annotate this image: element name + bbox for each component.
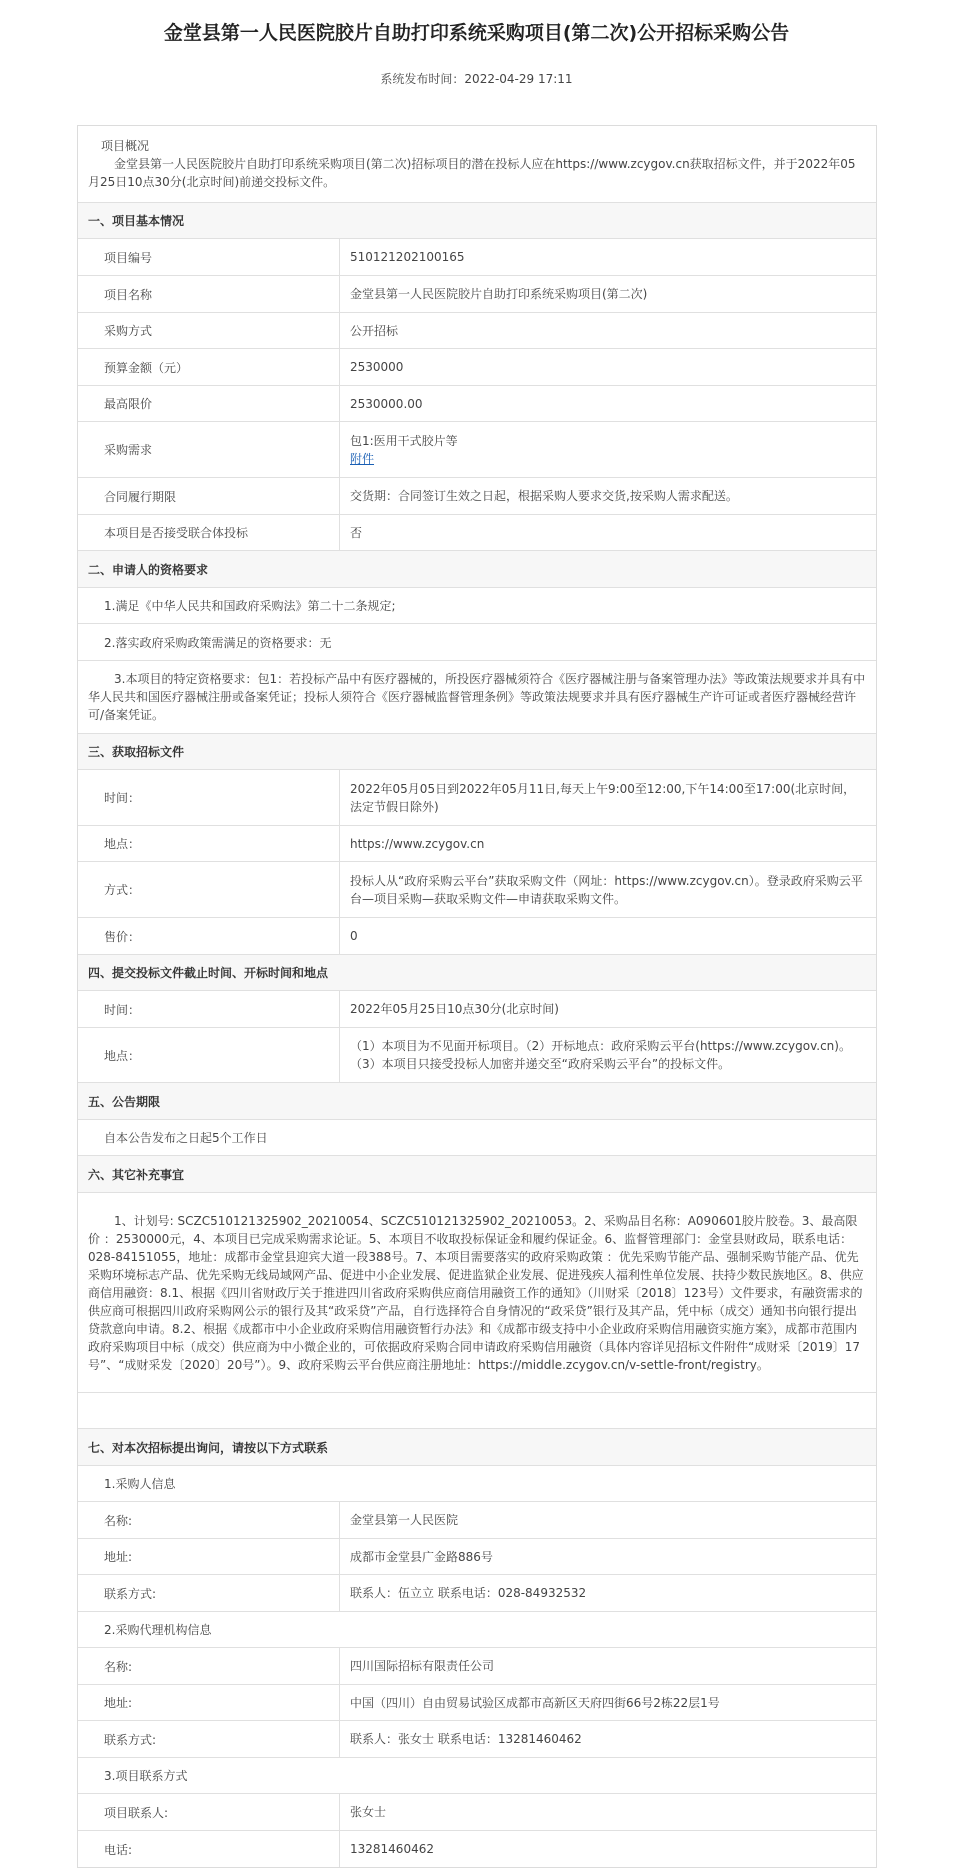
announcement-table [77, 125, 877, 1868]
table-row: 名称: 四川国际招标有限责任公司 [78, 1648, 876, 1685]
table-row: 本项目是否接受联合体投标 否 [78, 515, 876, 551]
table-row: 地址: 中国（四川）自由贸易试验区成都市高新区天府四街66号2栋22层1号 [78, 1685, 876, 1721]
table-row: 方式： 投标人从“政府采购云平台”获取采购文件（网址：https://www.zcygov.cn）。登录政府采购云平台—项目采购—获取采购文件—申请获取采购文件。 [78, 862, 876, 918]
section-heading: 三、获取招标文件 [78, 734, 876, 770]
section-heading: 二、申请人的资格要求 [78, 551, 876, 588]
table-row: 联系方式: 联系人：张女士 联系电话：13281460462 [78, 1721, 876, 1758]
table-row: 时间： 2022年05月05日到2022年05月11日,每天上午9:00至12:00,下午14:00至17:00(北京时间，法定节假日除外) [78, 770, 876, 826]
table-row: 项目联系人: 张女士 [78, 1794, 876, 1831]
table-row: 时间： 2022年05月25日10点30分(北京时间) [78, 991, 876, 1028]
table-row: 项目名称 金堂县第一人民医院胶片自助打印系统采购项目(第二次) [78, 276, 876, 313]
publish-time: 系统发布时间：2022-04-29 17:11 [380, 72, 573, 86]
section-heading: 七、对本次招标提出询问，请按以下方式联系 [78, 1429, 876, 1466]
sub-heading: 2.采购代理机构信息 [78, 1612, 876, 1648]
list-item: 自本公告发布之日起5个工作日 [78, 1120, 876, 1156]
section-heading: 四、提交投标文件截止时间、开标时间和地点 [78, 955, 876, 991]
table-row: 地点： https://www.zcygov.cn [78, 826, 876, 862]
sub-heading: 1.采购人信息 [78, 1466, 876, 1502]
empty-row [78, 1393, 876, 1429]
table-row: 地点： （1）本项目为不见面开标项目。（2）开标地点：政府采购云平台(https://www.zcygov.cn)。（3）本项目只接受投标人加密并递交至“政府采购云平台”的投标文件。 [78, 1028, 876, 1083]
section-heading: 五、公告期限 [78, 1083, 876, 1120]
table-row: 电话: 13281460462 [78, 1831, 876, 1867]
section-heading: 六、其它补充事宜 [78, 1156, 876, 1193]
page-title: 金堂县第一人民医院胶片自助打印系统采购项目(第二次)公开招标采购公告 [163, 22, 790, 44]
table-row: 采购需求 包1:医用干式胶片等 附件 [78, 422, 876, 478]
section-heading: 一、项目基本情况 [78, 203, 876, 239]
overview-text: 金堂县第一人民医院胶片自助打印系统采购项目(第二次)招标项目的潜在投标人应在https://www.zcygov.cn获取招标文件，并于2022年05月25日10点30分(北京时间)前递交投标文件。 [88, 157, 856, 189]
overview-heading: 项目概况 [101, 139, 150, 153]
table-row: 预算金额（元） 2530000 [78, 349, 876, 386]
overview-row [78, 126, 876, 203]
table-row: 合同履行期限 交货期：合同签订生效之日起，根据采购人要求交货,按采购人需求配送。 [78, 478, 876, 515]
list-item: 2.落实政府采购政策需满足的资格要求：无 [78, 624, 876, 661]
table-row: 售价： 0 [78, 918, 876, 955]
attachment-link[interactable]: 附件 [350, 451, 375, 466]
table-row: 采购方式 公开招标 [78, 313, 876, 349]
table-row: 项目编号 510121202100165 [78, 239, 876, 276]
sub-heading: 3.项目联系方式 [78, 1758, 876, 1794]
table-row: 联系方式: 联系人：伍立立 联系电话：028-84932532 [78, 1575, 876, 1612]
list-item: 1.满足《中华人民共和国政府采购法》第二十二条规定; [78, 588, 876, 624]
list-item: 1、计划号: SCZC510121325902_20210054、SCZC510121325902_20210053。2、采购品目名称：A090601胶片胶卷。3、最高限价 ：2530000元，4、本项目已完成采购需求论证。5、本项目不收取投标保证金和履约保证金。6、监督管理部门：金堂县财政局，联系电话：028-84151055，地址：成都市金堂县迎宾大道一段388号。7、本项目需要落实的政府采购政策 ：优先采购节能产品、强制采购节能产品、优先采购环境标志产品、优先采购无线局域网产品、促进中小企业发展、促进监狱企业发展、促进残疾人福利性单位发展、扶持少数民族地区。8、供应商信用融资：8.1、根据《四川省财政厅关于推进四川省政府采购供应商信用融资工作的通知》（川财采〔2018〕123号）文件要求，有融资需求的供应商可根据四川政府采购网公示的银行及其“政采贷”产品，自行选择符合自身情况的“政采贷”银行及其产品，凭中标（成交）通知书向银行提出贷款意向申请。8.2、根据《成都市中小企业政府采购信用融资暂行办法》和《成都市级支持中小企业政府采购信用融资实施方案》，成都市范围内政府采购项目中标（成交）供应商为中小微企业的，可依据政府采购合同申请政府采购信用融资（具体内容详见招标文件附件“成财采〔2019〕17号”、“成财采发〔2020〕20号”）。9、政府采购云平台供应商注册地址：https://middle.zcygov.cn/v-settle-front/registry。 [78, 1193, 876, 1393]
list-item: 3.本项目的特定资格要求：包1：若投标产品中有医疗器械的，所投医疗器械须符合《医疗器械注册与备案管理办法》等政策法规要求并具有中华人民共和国医疗器械注册或备案凭证；投标人须符合《医疗器械监督管理条例》等政策法规要求并具有医疗器械生产许可证或者医疗器械经营许可/备案凭证。 [78, 661, 876, 734]
table-row: 最高限价 2530000.00 [78, 386, 876, 422]
table-row: 地址: 成都市金堂县广金路886号 [78, 1539, 876, 1575]
table-row: 名称: 金堂县第一人民医院 [78, 1502, 876, 1539]
